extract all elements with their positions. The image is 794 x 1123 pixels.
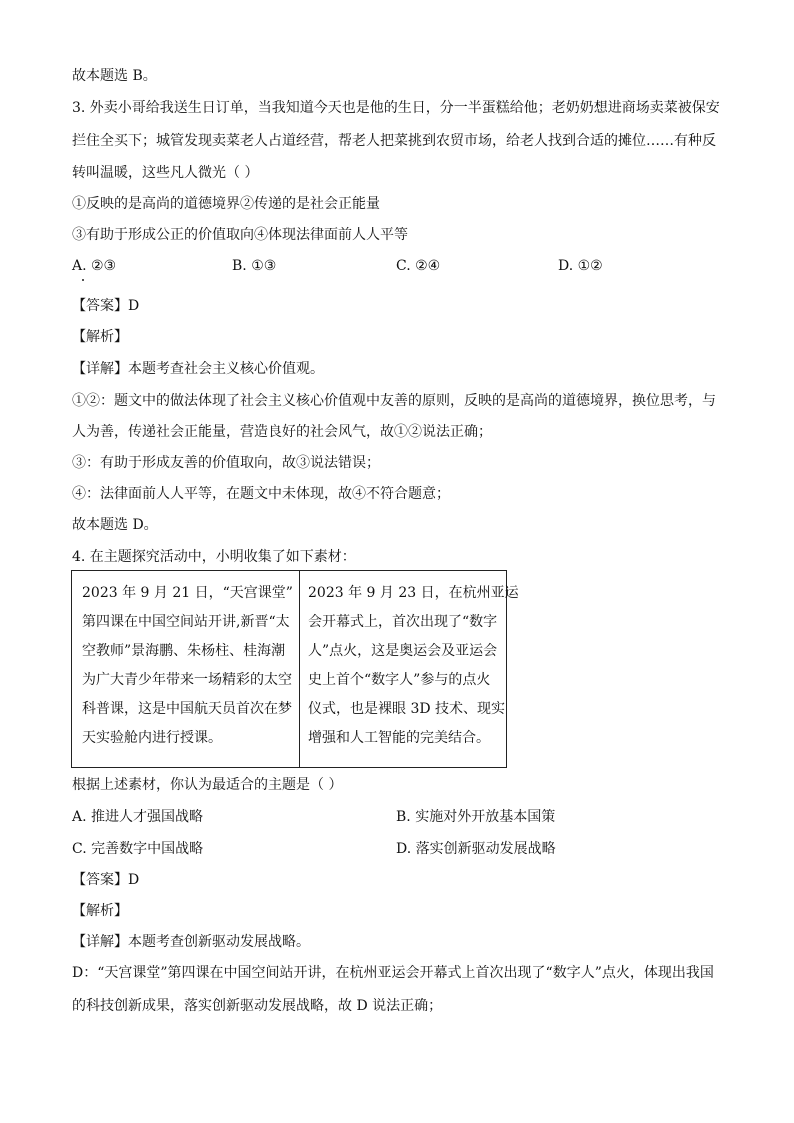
q4-material-table [71, 570, 519, 768]
q4-detail-1b: 的科技创新成果，落实创新驱动发展战略，故 D 说法正确； [72, 998, 443, 1014]
q3-option-d: D. ①② [558, 258, 603, 274]
material-right-line: 2023 年 9 月 23 日，在杭州亚运 [308, 585, 519, 601]
q3-stem-line-3: 转叫温暖，这些凡人微光（ ） [72, 165, 259, 181]
stray-dot [82, 279, 84, 281]
q3-detail-3: ③：有助于形成友善的价值取向，故③说法错误； [72, 455, 380, 471]
q3-option-a: A. ②③ [72, 258, 117, 274]
material-right-line: 仪式，也是裸眼 3D 技术、现实 [308, 701, 506, 717]
material-right-line: 史上首个“数字人”参与的点火 [308, 672, 491, 688]
material-left-line: 第四课在中国空间站开讲,新晋“太 [82, 614, 290, 630]
material-right-line: 会开幕式上，首次出现了“数字 [308, 614, 498, 630]
q3-stem-line-1: 3. 外卖小哥给我送生日订单，当我知道今天也是他的生日，分一半蛋糕给他；老奶奶想进商场卖菜被保安 [72, 100, 720, 116]
q4-option-d: D. 落实创新驱动发展战略 [396, 841, 556, 857]
q3-detail-intro: 【详解】本题考查社会主义核心价值观。 [72, 361, 324, 377]
q4-answer: 【答案】D [72, 872, 140, 888]
q3-analysis-heading: 【解析】 [72, 329, 128, 345]
material-left-cell [82, 579, 292, 753]
material-left-line: 2023 年 9 月 21 日，“天宫课堂” [82, 585, 293, 601]
q4-detail-intro: 【详解】本题考查创新驱动发展战略。 [72, 934, 310, 950]
q4-stem: 4. 在主题探究活动中，小明收集了如下素材： [72, 549, 356, 565]
q3-detail-4: ④：法律面前人人平等，在题文中未体现，故④不符合题意； [72, 486, 450, 502]
q4-option-c: C. 完善数字中国战略 [72, 841, 204, 857]
material-right-line: 人”点火，这是奥运会及亚运会 [308, 643, 498, 659]
q3-detail-1a: ①②：题文中的做法体现了社会主义核心价值观中友善的原则，反映的是高尚的道德境界，换位思考，与 [72, 393, 716, 409]
q3-option-c: C. ②④ [396, 258, 441, 274]
q4-option-b: B. 实施对外开放基本国策 [396, 809, 556, 825]
q3-option-b: B. ①③ [232, 258, 277, 274]
material-left-line: 为广大青少年带来一场精彩的太空 [82, 672, 292, 688]
q3-answer: 【答案】D [72, 298, 140, 314]
q4-detail-1a: D：“天宫课堂”第四课在中国空间站开讲，在杭州亚运会开幕式上首次出现了“数字人”点火，体现出我国 [72, 965, 714, 981]
q3-conclusion: 故本题选 D。 [72, 517, 158, 533]
material-left-line: 天实验舱内进行授课。 [82, 730, 222, 746]
material-right-cell [308, 579, 519, 753]
table-divider [299, 571, 300, 767]
q3-detail-1b: 人为善，传递社会正能量，营造良好的社会风气，故①②说法正确； [72, 424, 492, 440]
q4-analysis-heading: 【解析】 [72, 903, 128, 919]
q3-statements-34: ③有助于形成公正的价值取向④体现法律面前人人平等 [72, 227, 408, 243]
material-right-line: 增强和人工智能的完美结合。 [308, 730, 490, 746]
conclusion-previous: 故本题选 B。 [72, 68, 157, 84]
q4-question: 根据上述素材，你认为最适合的主题是（ ） [72, 777, 343, 793]
q3-statements-12: ①反映的是高尚的道德境界②传递的是社会正能量 [72, 196, 380, 212]
q4-option-a: A. 推进人才强国战略 [72, 809, 204, 825]
q3-stem-line-2: 拦住全买下；城管发现卖菜老人占道经营，帮老人把菜挑到农贸市场，给老人找到合适的摊位……有种反 [72, 133, 716, 149]
material-left-line: 科普课，这是中国航天员首次在梦 [82, 701, 292, 717]
material-left-line: 空教师”景海鹏、朱杨柱、桂海潮 [82, 643, 286, 659]
